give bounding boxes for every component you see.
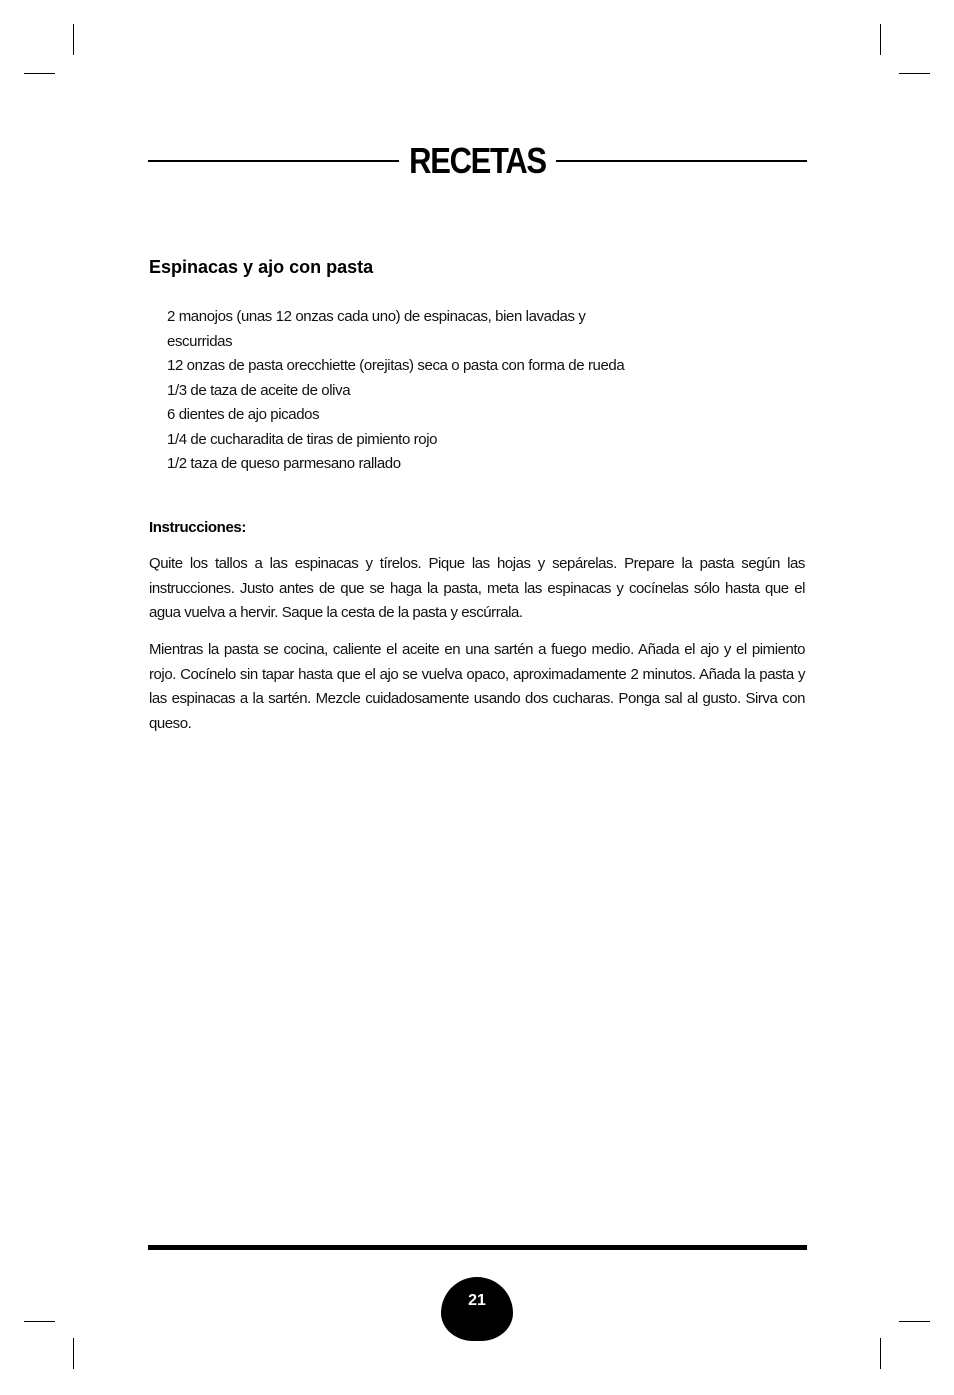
- instructions-heading: Instrucciones:: [149, 519, 246, 536]
- crop-mark-bottom-left-horizontal: [24, 1321, 55, 1322]
- ingredients-list: [167, 305, 647, 477]
- ingredient-item: 6 dientes de ajo picados: [167, 406, 320, 423]
- crop-mark-bottom-left-vertical: [73, 1338, 74, 1369]
- crop-mark-bottom-right-vertical: [880, 1338, 881, 1369]
- crop-mark-bottom-right-horizontal: [899, 1321, 930, 1322]
- footer-rule: [148, 1245, 807, 1250]
- instructions-paragraph: Mientras la pasta se cocina, caliente el aceite en una sartén a fuego medio. Añada el ajo y el pimiento rojo. Cocínelo sin tapar hasta que el ajo se vuelva opaco, aproximadamente 2 minutos. Añada la pasta y las espinacas a la sartén. Mezcle cuidadosamente usando dos cucharas. Ponga sal al gusto. Sirva con queso.: [149, 641, 805, 732]
- ingredient-item: 1/2 taza de queso parmesano rallado: [167, 455, 401, 472]
- crop-mark-top-left-vertical: [73, 24, 74, 55]
- crop-mark-top-left-horizontal: [24, 73, 55, 74]
- page-header: [148, 138, 807, 186]
- ingredient-item: 1/3 de taza de aceite de oliva: [167, 381, 351, 399]
- title-rule-right: [556, 160, 807, 162]
- recipe-title: Espinacas y ajo con pasta: [149, 257, 374, 277]
- ingredient-item: 2 manojos (unas 12 onzas cada uno) de espinacas, bien lavadas y escurridas: [167, 308, 586, 350]
- page-title: RECETAS: [409, 140, 546, 181]
- crop-mark-top-right-horizontal: [899, 73, 930, 74]
- page-number-badge: 21: [441, 1277, 513, 1341]
- ingredient-item: 12 onzas de pasta orecchiette (orejitas) seca o pasta con forma de rueda: [167, 357, 625, 374]
- instructions-paragraph: Quite los tallos a las espinacas y tírelos. Pique las hojas y sepárelas. Prepare la pasta según las instrucciones. Justo antes de que se haga la pasta, meta las espinacas y cocínelas sólo hasta que el agua vuelva a hervir. Saque la cesta de la pasta y escúrrala.: [149, 555, 805, 621]
- ingredient-item: 1/4 de cucharadita de tiras de pimiento rojo: [167, 430, 438, 448]
- crop-mark-top-right-vertical: [880, 24, 881, 55]
